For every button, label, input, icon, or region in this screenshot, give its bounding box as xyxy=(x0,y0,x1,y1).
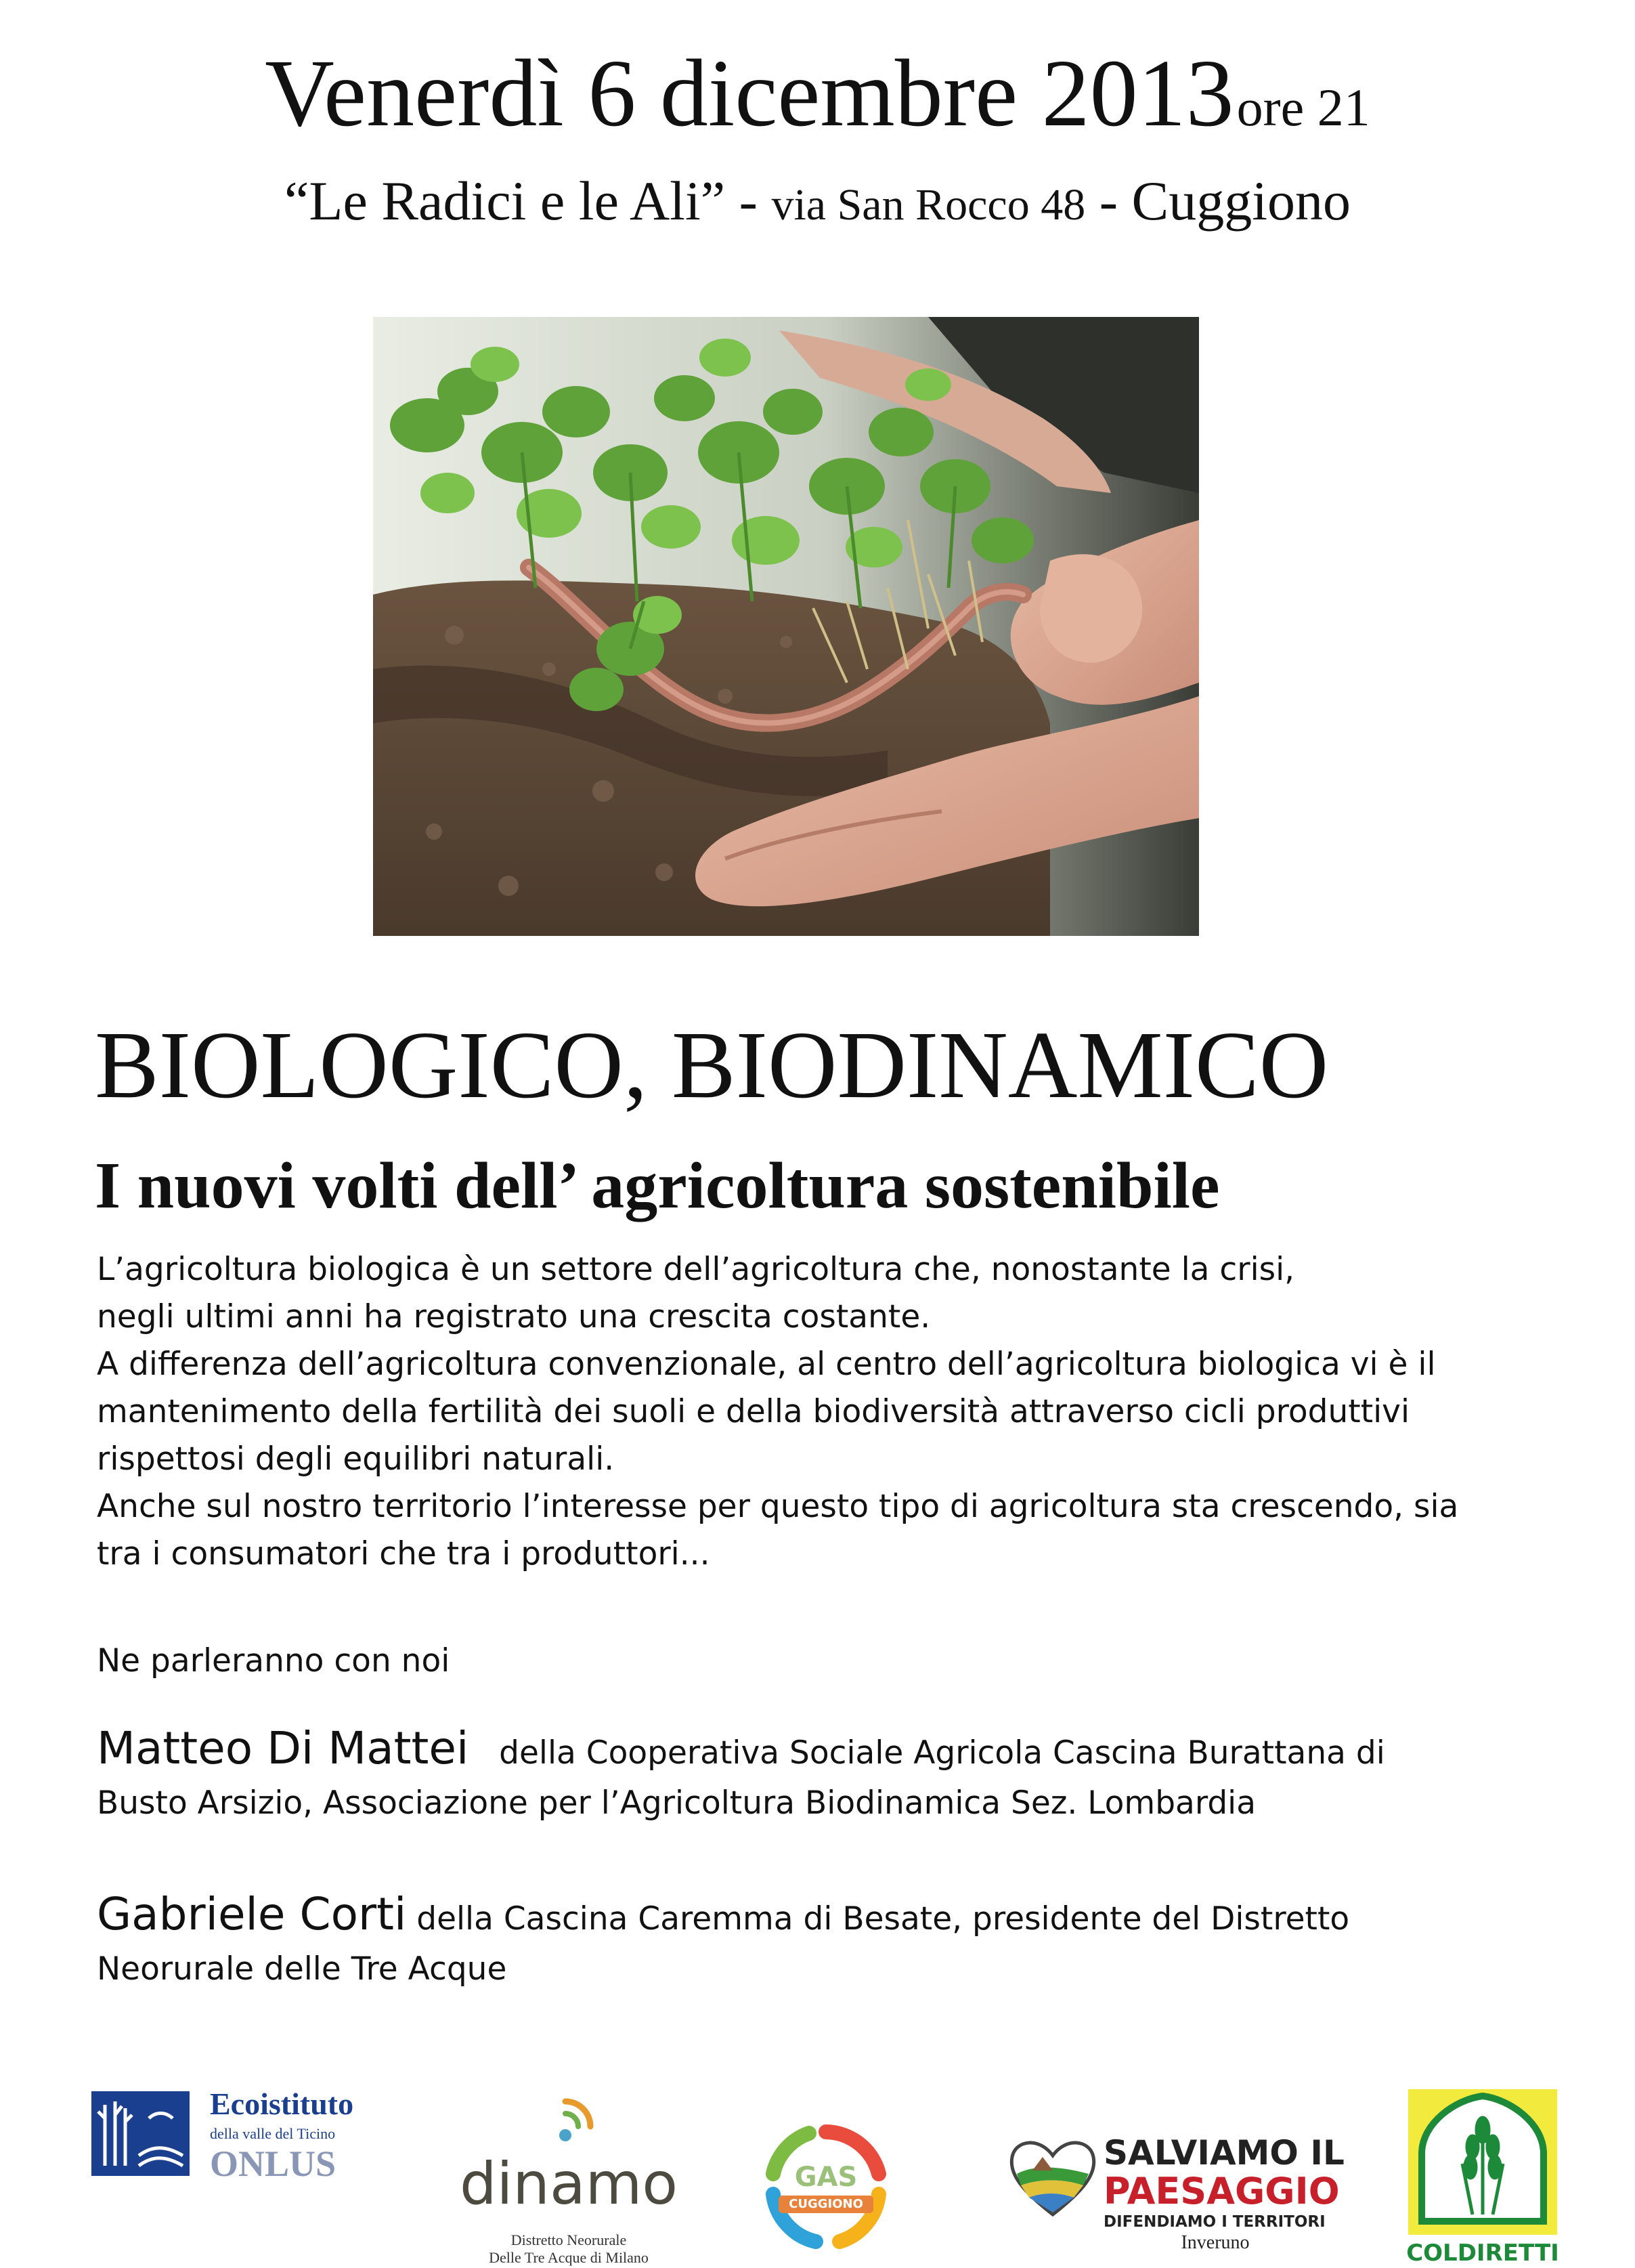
event-date: Venerdì 6 dicembre 2013 xyxy=(265,39,1234,146)
description-line: Anche sul nostro territorio l’interesse per questo tipo di agricoltura sta crescendo, sia xyxy=(97,1488,1459,1525)
venue-name: “Le Radici e le Ali” xyxy=(284,170,726,232)
description-line: A differenza dell’agricoltura convenzionale, al centro dell’agricoltura biologica vi è il xyxy=(97,1346,1436,1383)
venue-address: via San Rocco 48 xyxy=(771,180,1086,230)
description-line: negli ultimi anni ha registrato una crescita costante. xyxy=(97,1298,931,1335)
gas-town: CUGGIONO xyxy=(789,2197,863,2211)
salviamo-town: Inveruno xyxy=(1181,2232,1250,2253)
headline: BIOLOGICO, BIODINAMICO xyxy=(95,1011,1329,1118)
gas-cuggiono-logo xyxy=(758,2120,894,2255)
coldiretti-name: COLDIRETTI xyxy=(1406,2240,1559,2267)
speaker-gabriele xyxy=(97,1889,1349,1994)
speaker-affiliation-cont: Busto Arsizio, Associazione per l’Agricoltura Biodinamica Sez. Lombardia xyxy=(97,1784,1257,1822)
description-line: L’agricoltura biologica è un settore dell’agricoltura che, nonostante la crisi, xyxy=(97,1251,1295,1288)
speaker-name: Matteo Di Mattei xyxy=(97,1722,469,1774)
venue-separator: - xyxy=(1085,170,1132,232)
venue-separator: - xyxy=(725,170,772,232)
salviamo-paesaggio-logo xyxy=(1009,2133,1345,2262)
salviamo-line2: PAESAGGIO xyxy=(1104,2170,1340,2212)
gas-label: GAS xyxy=(794,2162,858,2193)
soil-photo xyxy=(373,317,1199,936)
description-line: mantenimento della fertilità dei suoli e della biodiversità attraverso cicli produttivi xyxy=(97,1393,1410,1430)
coldiretti-logo xyxy=(1401,2089,1564,2268)
heart-landscape-icon xyxy=(1009,2137,1097,2218)
ecoistituto-subtitle: della valle del Ticino xyxy=(210,2125,336,2142)
ecoistituto-name: Ecoistituto xyxy=(210,2087,354,2121)
speaker-matteo xyxy=(97,1724,1385,1828)
speaker-name: Gabriele Corti xyxy=(97,1888,407,1940)
dinamo-emblem-icon xyxy=(535,2096,596,2157)
event-date-line xyxy=(0,37,1635,148)
description xyxy=(97,1246,1458,1578)
ecoistituto-logo xyxy=(91,2086,376,2184)
speaker-affiliation: della Cascina Caremma di Besate, presidente del Distretto xyxy=(416,1900,1350,1938)
description-line: tra i consumatori che tra i produttori... xyxy=(97,1535,710,1572)
dinamo-logo xyxy=(447,2096,691,2268)
ecoistituto-onlus: ONLUS xyxy=(210,2143,336,2184)
description-line: rispettosi degli equilibri naturali. xyxy=(97,1440,615,1478)
ecoistituto-emblem-icon xyxy=(91,2091,190,2176)
venue-town: Cuggiono xyxy=(1131,170,1351,232)
subheadline: I nuovi volti dell’ agricoltura sostenibile xyxy=(95,1149,1220,1222)
salviamo-tagline: DIFENDIAMO I TERRITORI xyxy=(1104,2213,1326,2231)
speaker-affiliation: della Cooperativa Sociale Agricola Cascina Burattana di xyxy=(499,1734,1385,1772)
dinamo-subtitle: Delle Tre Acque di Milano xyxy=(489,2249,649,2266)
salviamo-line1: SALVIAMO IL xyxy=(1104,2133,1345,2173)
event-time: ore 21 xyxy=(1236,78,1370,137)
speakers-intro: Ne parleranno con noi xyxy=(97,1642,450,1679)
speaker-affiliation-cont: Neorurale delle Tre Acque xyxy=(97,1950,507,1988)
dinamo-subtitle: Distretto Neorurale xyxy=(510,2231,627,2248)
dinamo-name: dinamo xyxy=(459,2150,678,2218)
event-venue-line xyxy=(0,169,1635,233)
coldiretti-emblem-icon xyxy=(1408,2089,1557,2235)
